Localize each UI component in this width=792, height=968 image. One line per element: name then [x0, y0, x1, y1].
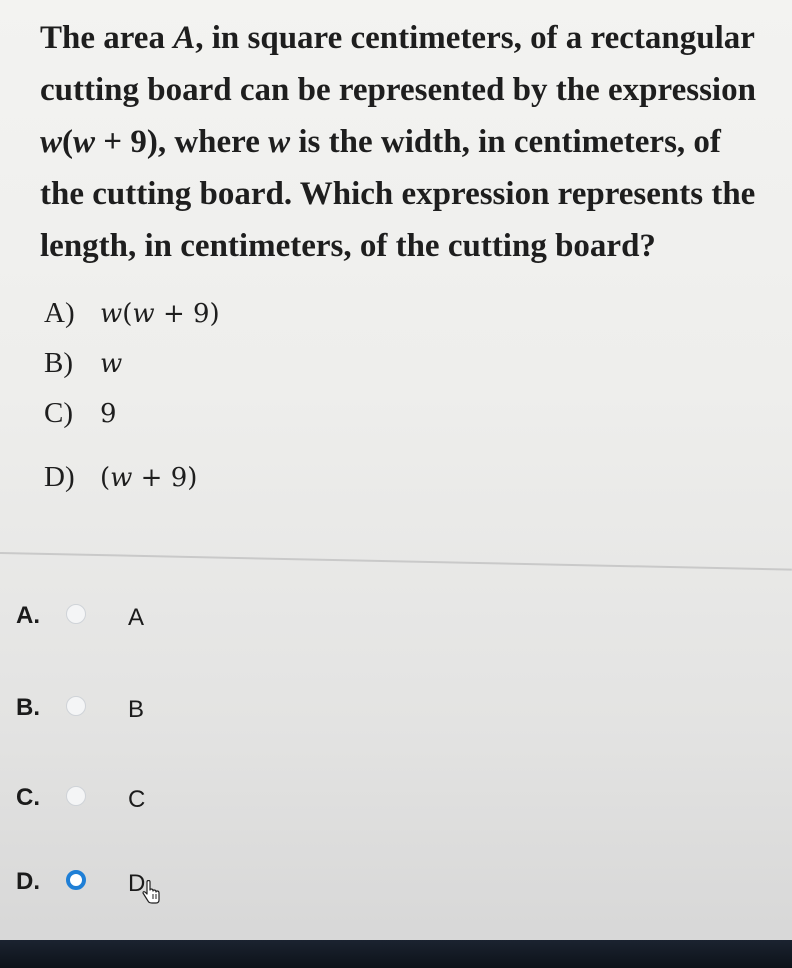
- choice-expression: (w + 9): [100, 463, 198, 493]
- choice-letter: A): [44, 297, 75, 329]
- choice-letter: D): [44, 461, 75, 493]
- question-text: [40, 12, 775, 272]
- answer-letter: D.: [16, 868, 40, 895]
- question-line-4: the cutting board. Which expression represents the: [40, 176, 756, 212]
- question-line-5: length, in centimeters, of the cutting board?: [40, 228, 656, 264]
- choice-letter: B): [44, 347, 73, 379]
- answer-letter: C.: [16, 784, 40, 811]
- divider: [0, 552, 792, 571]
- question-line-1: The area A, in square centimeters, of a rectangular: [40, 20, 755, 56]
- answer-option-d[interactable]: [16, 868, 416, 908]
- answer-label[interactable]: D: [128, 870, 146, 897]
- radio-button-d[interactable]: [66, 870, 86, 890]
- choice-a: [44, 296, 220, 331]
- screen-bottom-edge: [0, 940, 792, 968]
- choice-b: [44, 346, 122, 381]
- choice-expression: w: [100, 349, 123, 379]
- hand-pointer-icon: [140, 880, 162, 906]
- answer-letter: B.: [16, 694, 40, 721]
- choice-expression: w(w + 9): [100, 299, 220, 329]
- radio-button-b[interactable]: [66, 696, 86, 716]
- choice-d: [44, 460, 197, 495]
- answer-option-c[interactable]: [16, 784, 416, 824]
- choice-expression: 9: [100, 399, 117, 429]
- answer-label[interactable]: A: [128, 604, 145, 631]
- answer-label[interactable]: C: [128, 786, 146, 813]
- answer-option-b[interactable]: [16, 694, 416, 734]
- radio-button-a[interactable]: [66, 604, 86, 624]
- answer-option-a[interactable]: [16, 602, 416, 642]
- answer-letter: A.: [16, 602, 40, 629]
- choice-letter: C): [44, 397, 73, 429]
- answer-label[interactable]: B: [128, 696, 145, 723]
- radio-button-c[interactable]: [66, 786, 86, 806]
- choice-c: [44, 396, 117, 431]
- question-line-3: w(w + 9), where w is the width, in centimeters, of: [40, 124, 721, 160]
- question-line-2: cutting board can be represented by the expression: [40, 72, 756, 108]
